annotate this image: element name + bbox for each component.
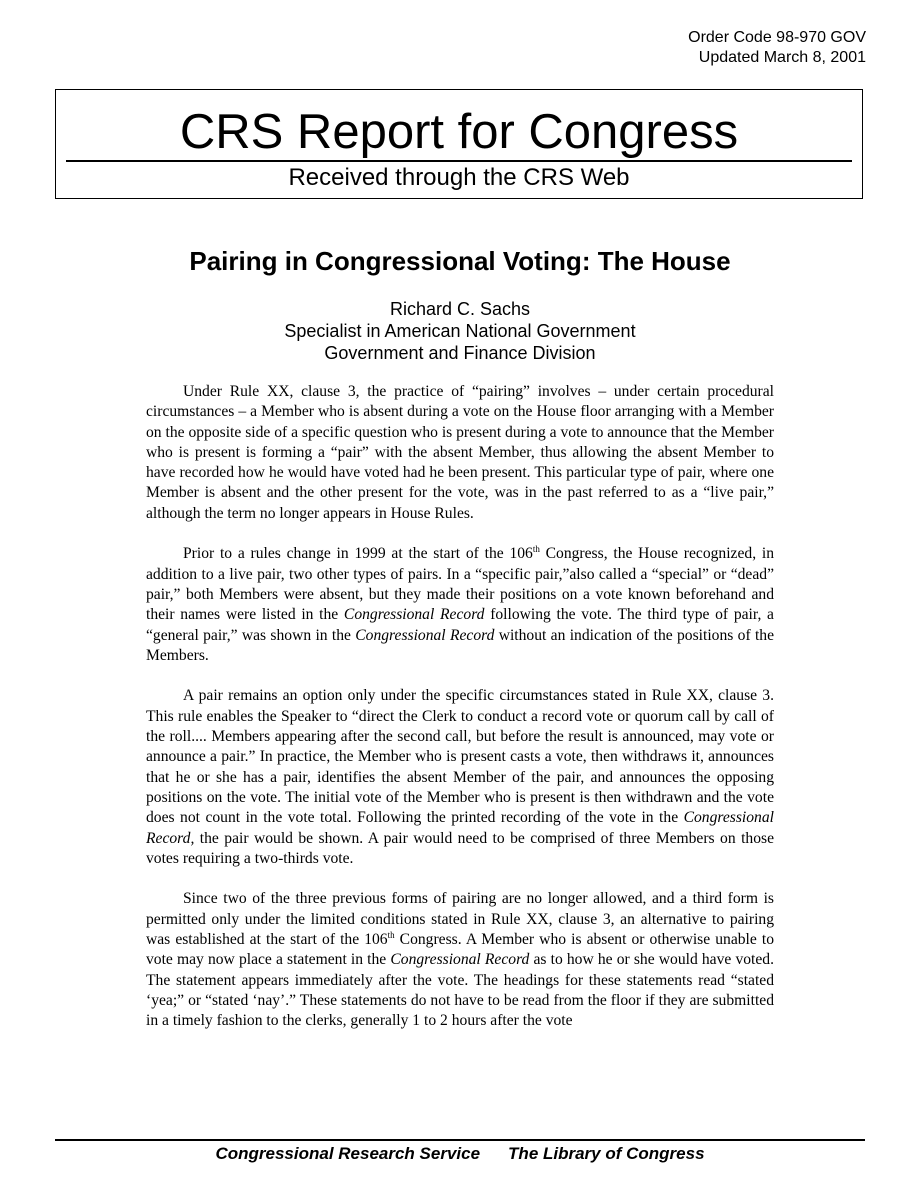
italic-run: Congressional Record bbox=[390, 951, 530, 969]
report-body bbox=[146, 382, 774, 1052]
text-run: Congress. A Member who is absent or otherwise unable to vote may now place a statement in the bbox=[146, 931, 774, 969]
order-code: Order Code 98-970 GOV bbox=[688, 29, 866, 46]
italic-run: Congressional Record bbox=[343, 606, 485, 624]
text-run: without an indication of the positions of the Members. bbox=[146, 626, 774, 664]
paragraph-1: Under Rule XX, clause 3, the practice of “pairing” involves – under certain procedural circumstances – a Member who is absent during a vote on the House floor arranging with a Member on the opposite side of a specific question who is present during a vote to announce that the Member who is present is forming a “pair” with the absent Member, thus allowing the absent Member to have recorded how he would have voted had he been present. This particular type of pair, where one Member is absent and the other present for the vote, was in the past referred to as a “live pair,” although the term no longer appears in House Rules. bbox=[146, 383, 774, 522]
superscript: th bbox=[387, 930, 395, 941]
footer-right: The Library of Congress bbox=[508, 1144, 705, 1163]
author-block bbox=[0, 298, 920, 364]
banner-divider bbox=[66, 160, 852, 162]
footer-left: Congressional Research Service bbox=[215, 1144, 481, 1163]
report-banner bbox=[55, 89, 863, 199]
text-run: A pair remains an option only under the specific circumstances stated in Rule XX, clause 3. This rule enables the Speaker to “direct the Clerk to conduct a record vote or quorum call by call of the roll.... Members appearing after the second call, but before the result is announced, may vote or announce a pair.” In practice, the Member who is present casts a vote, then withdraws it, announces that he or she has a pair, identifies the absent Member of the pair, and announces the opposing positions on the vote. The initial vote of the Member who is present is then withdrawn and the vote does not count in the vote total. Following the printed recording of the vote in the bbox=[146, 687, 774, 827]
text-run: as to how he or she would have voted. The statement appears immediately after the vote. The headings for these statements read “stated ‘yea;” or “stated ‘nay’.” These statements do not have to be read from the floor if they are submitted in a timely fashion to the clerks, generally 1 to 2 hours after the vote bbox=[146, 951, 774, 1030]
banner-subtitle: Received through the CRS Web bbox=[288, 164, 630, 191]
italic-run: Congressional Record, bbox=[146, 809, 774, 847]
paragraph-4 bbox=[146, 889, 774, 1031]
text-run: Prior to a rules change in 1999 at the start of the 106 bbox=[183, 545, 533, 563]
text-run: Congress, the House recognized, in addition to a live pair, two other types of pairs. In a “specific pair,”also called a “special” or “dead” pair,” both Members were absent, but they made their positions on a vote known beforehand and their names were listed in the bbox=[146, 545, 774, 624]
italic-run: Congressional Record bbox=[355, 626, 495, 644]
order-code-block bbox=[688, 28, 866, 68]
author-name: Richard C. Sachs bbox=[389, 299, 531, 319]
paragraph-3 bbox=[146, 686, 774, 869]
page-footer bbox=[0, 1143, 920, 1165]
text-run: following the vote. The third type of pair, a “general pair,” was shown in the bbox=[146, 606, 774, 644]
author-division: Government and Finance Division bbox=[324, 343, 596, 363]
superscript: th bbox=[532, 544, 540, 555]
footer-divider bbox=[55, 1139, 865, 1141]
text-run: the pair would be shown. A pair would need to be comprised of three Members on those votes requiring a two-thirds vote. bbox=[146, 829, 774, 867]
report-title: Pairing in Congressional Voting: The House bbox=[189, 246, 731, 276]
author-position: Specialist in American National Government bbox=[284, 321, 636, 341]
paragraph-2 bbox=[146, 544, 774, 666]
text-run: Since two of the three previous forms of pairing are no longer allowed, and a third form is permitted only under the limited conditions stated in Rule XX, clause 3, an alternative to pairing was established at the start of the 106 bbox=[146, 890, 774, 949]
banner-title: CRS Report for Congress bbox=[179, 105, 739, 159]
updated-date: Updated March 8, 2001 bbox=[698, 49, 866, 66]
